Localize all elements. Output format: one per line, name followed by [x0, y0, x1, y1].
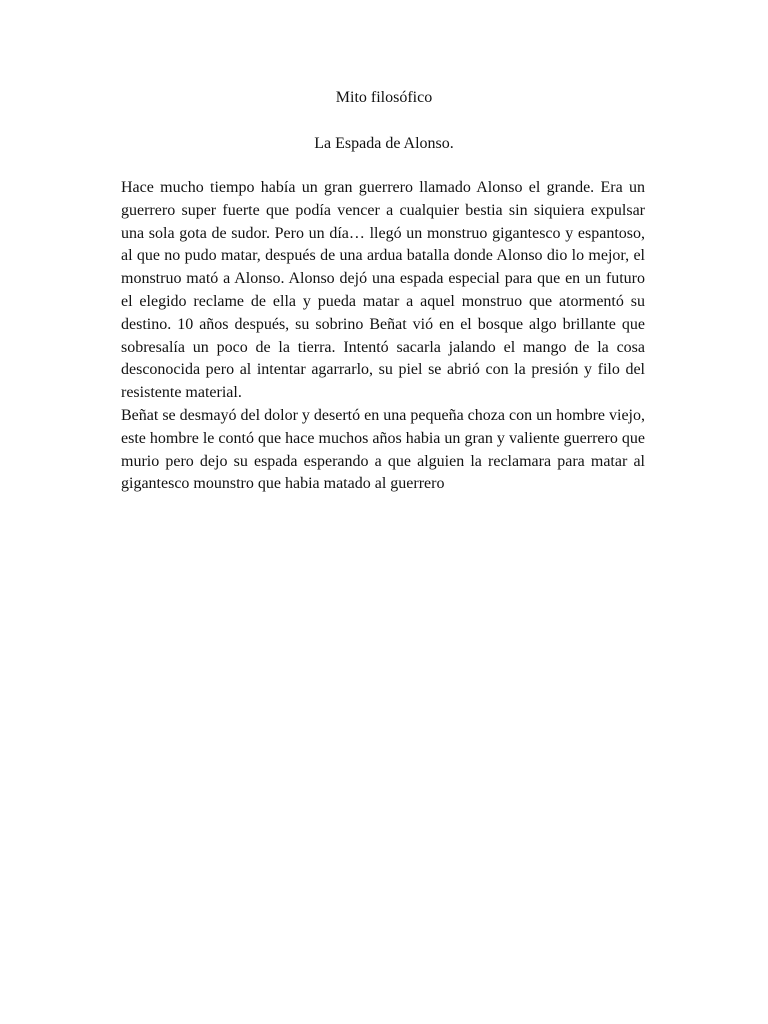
document-body: [121, 177, 645, 496]
document-title: Mito filosófico: [335, 89, 433, 106]
document-subtitle: La Espada de Alonso.: [314, 135, 454, 152]
paragraph: Hace mucho tiempo había un gran guerrero llamado Alonso el grande. Era un guerrero super fuerte que podía vencer a cualquier bestia sin siquiera expulsar una sola gota de sudor. Pero un día… llegó un monstruo gigantesco y espantoso, al que no pudo matar, después de una ardua batalla donde Alonso dio lo mejor, el monstruo mató a Alonso. Alonso dejó una espada especial para que en un futuro el elegido reclame de ella y pueda matar a aquel monstruo que atormentó su destino. 10 años después, su sobrino Beñat vió en el bosque algo brillante que sobresalía un poco de la tierra. Intentó sacarla jalando el mango de la cosa desconocida pero al intentar agarrarlo, su piel se abrió con la presión y filo del resistente material.: [121, 179, 645, 402]
paragraph: Beñat se desmayó del dolor y desertó en una pequeña choza con un hombre viejo, este hombre le contó que hace muchos años habia un gran y valiente guerrero que murio pero dejo su espada esperando a que alguien la reclamara para matar al gigantesco mounstro que habia matado al guerrero: [121, 406, 645, 493]
